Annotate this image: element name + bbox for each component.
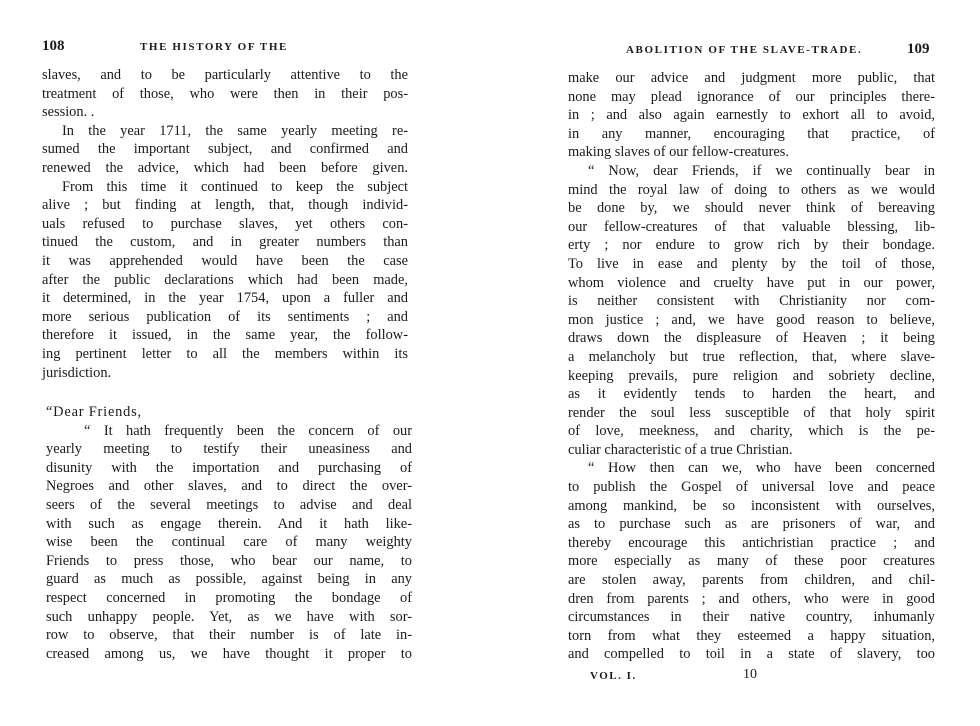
text-line: mon justice ; and, we have good reason to believe,	[568, 311, 935, 328]
right-page	[490, 0, 980, 726]
text-line: To live in ease and plenty by the toil of those,	[568, 255, 935, 272]
signature-mark: 10	[743, 667, 757, 682]
left-page	[0, 0, 470, 726]
right-running-head: ABOLITION OF THE SLAVE-TRADE.	[626, 44, 863, 56]
text-line: among mankind, be so inconsistent with ourselves,	[568, 497, 935, 514]
text-line: mind the royal law of doing to others as we would	[568, 181, 935, 198]
text-line: “ How then can we, who have been concerned	[588, 460, 935, 477]
text-line: our fellow-creatures of that valuable blessing, lib-	[568, 218, 935, 235]
text-line: making slaves of our fellow-creatures.	[568, 144, 789, 161]
text-line: ing pertinent letter to all the members within its	[42, 345, 408, 362]
text-line: draws down the displeasure of Heaven ; it being	[568, 330, 935, 347]
text-line: guard as much as possible, against being in any	[46, 571, 412, 588]
text-line: disunity with the importation and purchasing of	[46, 459, 412, 476]
text-line: in any manner, encouraging that practice, of	[568, 125, 935, 142]
text-line: after the public declarations which had been made,	[42, 271, 408, 288]
letter-block	[46, 403, 412, 663]
right-page-number: 109	[907, 41, 930, 57]
text-line: wise been the continual care of many weighty	[46, 534, 412, 551]
text-line: alive ; but finding at length, that, though individ-	[42, 197, 408, 214]
text-line: “ It hath frequently been the concern of our	[84, 422, 412, 439]
text-line: are stolen away, parents from children, and chil-	[568, 572, 935, 589]
text-line: therefore it issued, in the same year, the follow-	[42, 327, 408, 344]
text-line: render the soul less susceptible of that holy spirit	[568, 404, 935, 421]
text-line: yearly meeting to testify their uneasiness and	[46, 441, 412, 458]
text-line: renewed the advice, which had been before given.	[42, 159, 408, 176]
text-line: erty ; nor endure to grow rich by their bondage.	[568, 237, 935, 254]
text-line: “ Now, dear Friends, if we continually bear in	[588, 162, 935, 179]
text-line: jurisdiction.	[42, 364, 112, 381]
text-line: tinued the custom, and in greater numbers than	[42, 234, 408, 251]
left-body-text	[42, 66, 408, 382]
letter-salutation: “Dear Friends,	[46, 404, 142, 420]
text-line: more serious publication of its sentiments ; and	[42, 308, 408, 325]
text-line: slaves, and to be particularly attentive to the	[42, 67, 408, 83]
text-line: be done by, we should never think of bereaving	[568, 200, 935, 217]
text-line: it was apprehended would have been the case	[42, 252, 408, 269]
text-line: respect concerned in promoting the bondage of	[46, 589, 412, 606]
text-line: row to observe, that their number is of late in-	[46, 627, 412, 644]
text-line: thereby encourage this antichristian practice ; and	[568, 534, 935, 551]
text-line: Friends to press those, who bear our name, to	[46, 552, 412, 569]
text-line: torn from what they esteemed a happy situation,	[568, 627, 935, 644]
text-line: of love, meekness, and charity, which is the pe-	[568, 423, 935, 440]
text-line: dren from parents ; and others, who were in good	[568, 590, 935, 607]
text-line: and compelled to toil in a state of slavery, too	[568, 646, 935, 663]
volume-mark: VOL. I.	[590, 670, 637, 682]
text-line: as it evidently tends to harden the heart, and	[568, 386, 935, 403]
text-line: session. .	[42, 104, 95, 121]
text-line: none may plead ignorance of our principles there-	[568, 88, 935, 105]
text-line: culiar characteristic of a true Christian.	[568, 441, 793, 458]
text-line: From this time it continued to keep the subject	[62, 178, 408, 195]
text-line: sumed the important subject, and confirmed and	[42, 141, 408, 158]
text-line: more especially as many of these poor creatures	[568, 553, 935, 570]
text-line: seers of the several meetings to advise and deal	[46, 496, 412, 513]
right-body-text	[568, 69, 935, 664]
text-line: in ; and also again earnestly to exhort all to avoid,	[568, 107, 935, 124]
text-line: as to purchase such as are prisoners of war, and	[568, 516, 935, 533]
text-line: circumstances in their native country, inhumanly	[568, 609, 935, 626]
text-line: treatment of those, who were then in their pos-	[42, 85, 408, 102]
text-line: it determined, in the year 1754, upon a fuller and	[42, 290, 408, 307]
left-page-number: 108	[42, 38, 65, 54]
text-line: In the year 1711, the same yearly meeting re-	[62, 122, 408, 139]
text-line: make our advice and judgment more public, that	[568, 70, 935, 86]
text-line: is neither consistent with Christianity nor com-	[568, 293, 935, 310]
text-line: a melancholy but true reflection, that, where slave-	[568, 348, 935, 365]
text-line: uals refused to purchase slaves, yet others con-	[42, 215, 408, 232]
text-line: such unhappy people. Yet, as we have with sor-	[46, 608, 412, 625]
text-line: to publish the Gospel of universal love and peace	[568, 479, 935, 496]
text-line: Negroes and other slaves, and to direct the over-	[46, 478, 412, 495]
left-running-head: THE HISTORY OF THE	[140, 41, 288, 53]
text-line: whom violence and cruelty have put in our power,	[568, 274, 935, 291]
text-line: with such as engage therein. And it hath like-	[46, 515, 412, 532]
text-line: creased among us, we have thought it proper to	[46, 645, 412, 662]
text-line: keeping prevails, pure religion and sobriety decline,	[568, 367, 935, 384]
